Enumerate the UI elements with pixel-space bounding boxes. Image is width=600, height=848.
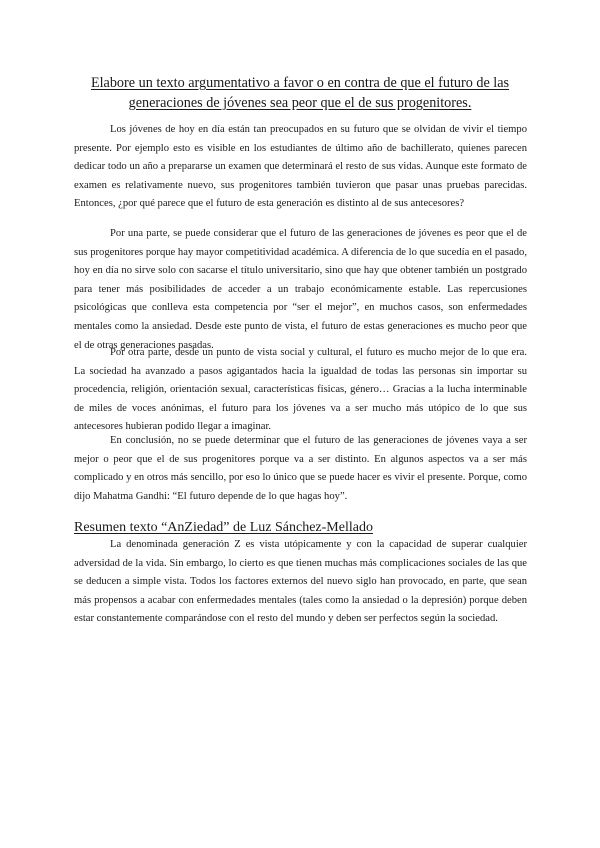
paragraph-introduction: Los jóvenes de hoy en día están tan preocupados en su futuro que se olvidan de vivir el tiempo presente. Por ejemplo esto es visible en los estudiantes de último año de bachillerato, quienes parecen dedicar todo un año a prepararse un examen que determinará el resto de sus vidas. Aunque este formato de examen es relativamente nuevo, sus progenitores también tuvieron que pasar unas pruebas parecidas. Entonces, ¿por qué parece que el futuro de esta generación es distinto al de sus antecesores? — [74, 124, 527, 210]
summary-heading: Resumen texto “AnZiedad” de Luz Sánchez-Mellado — [74, 520, 373, 535]
summary-paragraph: La denominada generación Z es vista utópicamente y con la capacidad de superar cualquier adversidad de la vida. Sin embargo, lo cierto es que tienen muchas más complicaciones sociales de las que se deducen a simple vista. Todos los factores externos del nuevo siglo han provocado, en parte, que sean más propensos a acabar con enfermedades mentales (tales como la ansiedad o la depresión) porque deben estar constantemente comparándose con el resto del mundo y deben ser perfectos según la sociedad. — [74, 539, 527, 625]
paragraph-argument-against: Por una parte, se puede considerar que el futuro de las generaciones de jóvenes es peor que el de sus progenitores porque hay mayor competitividad académica. A diferencia de lo que sucedía en el pasado, hoy en día no sirve solo con sacarse el título universitario, sino que hay que obtener también un postgrado para tener más posibilidades de acceder a un trabajo económicamente estable. Las repercusiones psicológicas que conlleva esta competencia por “ser el mejor”, en muchos casos, son enfermedades mentales como la ansiedad. Desde este punto de vista, el futuro de estas generaciones es mucho peor que el de otras generaciones pasadas. — [74, 228, 527, 351]
document-title: Elabore un texto argumentativo a favor o en contra de que el futuro de las generaciones de jóvenes sea peor que el de sus progenitores. — [90, 75, 510, 111]
paragraph-conclusion: En conclusión, no se puede determinar que el futuro de las generaciones de jóvenes vaya a ser mejor o peor que el de sus progenitores porque va a ser distinto. En algunos aspectos va a ser más complicado y en otros más sencillo, por eso lo único que se puede hacer es vivir el presente. Porque, como dijo Mahatma Gandhi: “El futuro depende de lo que hagas hoy”. — [74, 435, 527, 502]
paragraph-argument-for: Por otra parte, desde un punto de vista social y cultural, el futuro es mucho mejor de lo que era. La sociedad ha avanzado a pasos agigantados hacia la igualdad de todas las personas sin importar su procedencia, religión, orientación sexual, características físicas, género… Gracias a la lucha interminable de miles de voces anónimas, el futuro para los jóvenes va a ser mucho más utópico de lo que sus antecesores hubieran podido llegar a imaginar. — [74, 347, 527, 433]
